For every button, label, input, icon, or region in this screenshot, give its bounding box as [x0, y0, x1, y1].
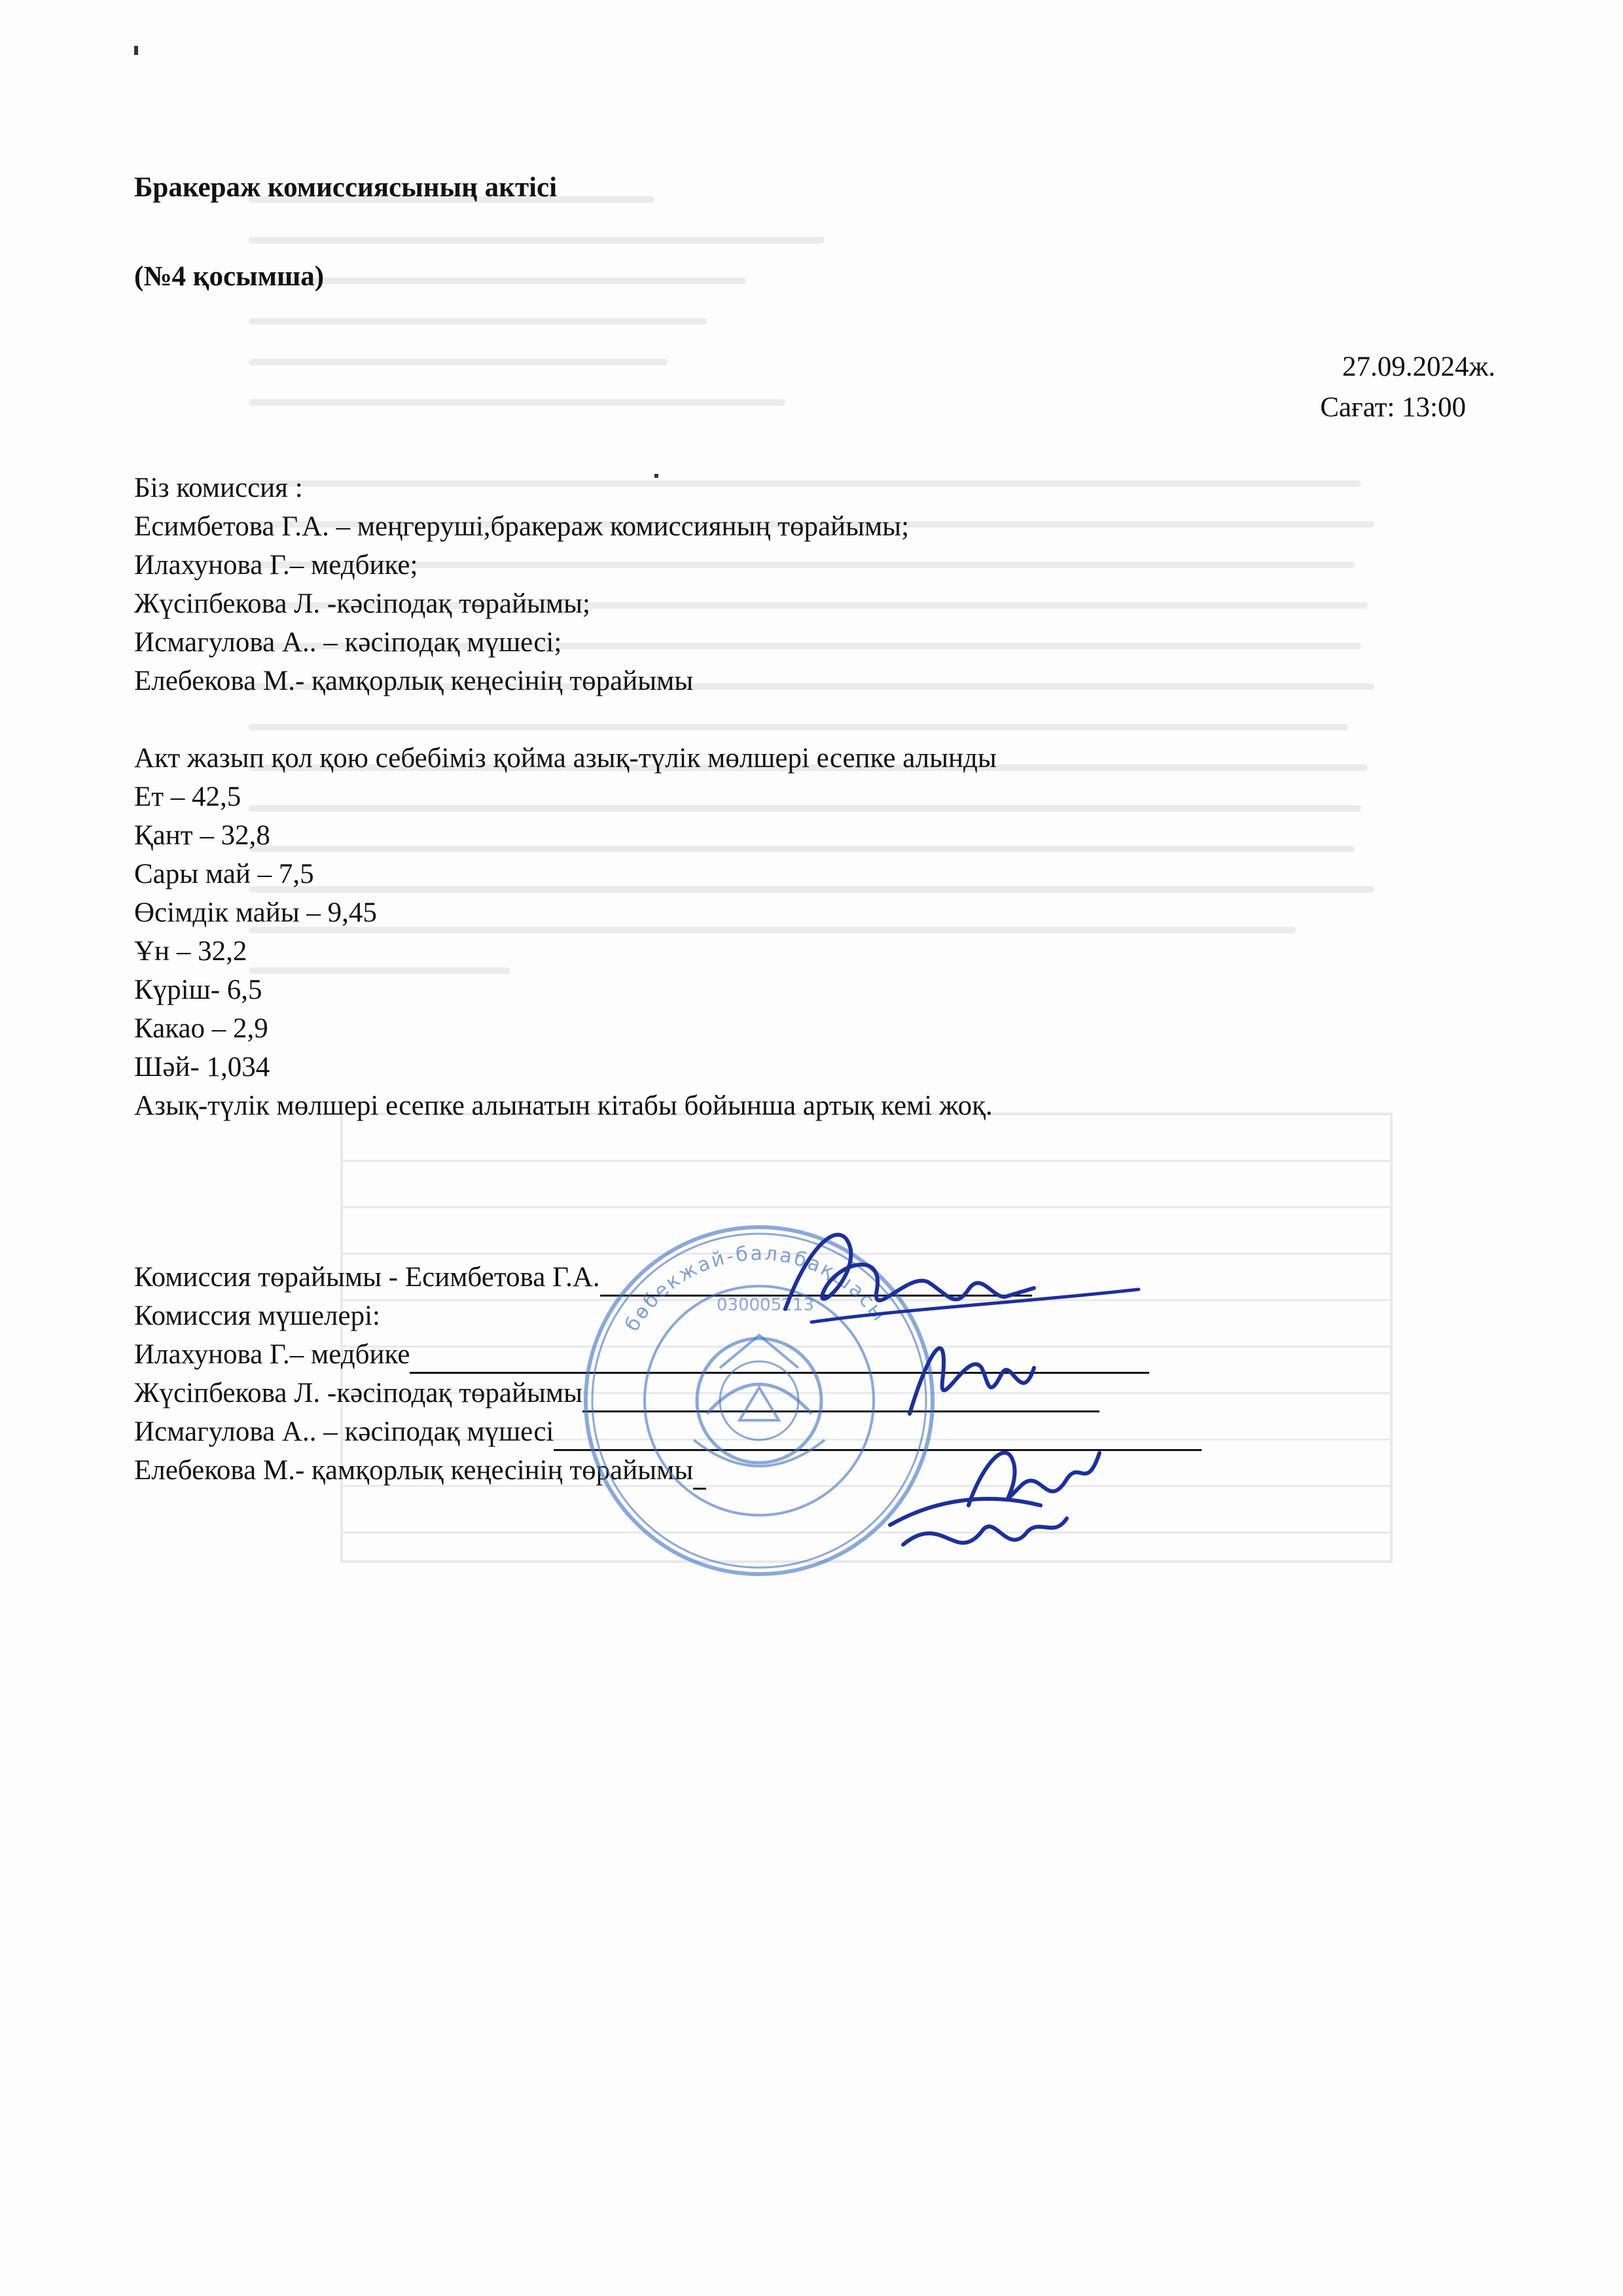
item-line: Күріш- 6,5: [134, 975, 262, 1005]
item-line: Ет – 42,5: [134, 781, 241, 812]
act-reason: Акт жазып қол қою себебіміз қойма азық-түлік мөлшері есепке алынды: [134, 743, 997, 774]
document-subtitle: (№4 қосымша): [134, 261, 325, 292]
member-line: Елебекова М.- қамқорлық кеңесінің төрайымы: [134, 666, 694, 696]
item-line: Какао – 2,9: [134, 1013, 268, 1044]
conclusion: Азық-түлік мөлшері есепке алынатын кітабы бойынша артық кемі жоқ.: [134, 1090, 993, 1121]
scan-speck: [134, 46, 138, 55]
member-4-signature-line: Елебекова М.- қамқорлық кеңесінің төрайымы: [134, 1451, 1202, 1490]
member-1-signature-line: Илахунова Г.– медбике: [134, 1335, 1202, 1374]
member-line: Жүсіпбекова Л. -кәсіподақ төрайымы;: [134, 588, 590, 619]
member-3-signature-line: Исмагулова А.. – кәсіподақ мүшесі: [134, 1412, 1202, 1451]
svg-text:030005213: 030005213: [717, 1295, 814, 1315]
svg-text:бөбекжай-балабақшасы: бөбекжай-балабақшасы: [620, 1242, 892, 1336]
members-heading: Комиссия мүшелері:: [134, 1300, 380, 1331]
document-date: 27.09.2024ж.: [1342, 351, 1495, 382]
item-line: Сары май – 7,5: [134, 859, 314, 889]
document-title: Бракераж комиссиясының актісі: [134, 172, 558, 203]
member-2-signature-line: Жүсіпбекова Л. -кәсіподақ төрайымы: [134, 1374, 1202, 1412]
document-time: Сағат: 13:00: [1320, 392, 1466, 423]
item-line: Ұн – 32,2: [134, 936, 247, 967]
member-line: Илахунова Г.– медбике;: [134, 550, 418, 581]
act-body: [134, 469, 997, 1125]
item-line: Қант – 32,8: [134, 820, 270, 851]
chair-label: Комиссия төрайымы - Есимбетова Г.А.: [134, 1262, 600, 1293]
commission-intro: Біз комиссия :: [134, 473, 303, 503]
item-line: Шәй- 1,034: [134, 1052, 270, 1083]
item-line: Өсімдік майы – 9,45: [134, 897, 377, 928]
member-line: Исмагулова А.. – кәсіподақ мүшесі;: [134, 627, 562, 658]
member-line: Есимбетова Г.А. – меңгеруші,бракераж комиссияның төрайымы;: [134, 511, 910, 542]
member-4-signature-icon: [883, 1473, 1080, 1577]
